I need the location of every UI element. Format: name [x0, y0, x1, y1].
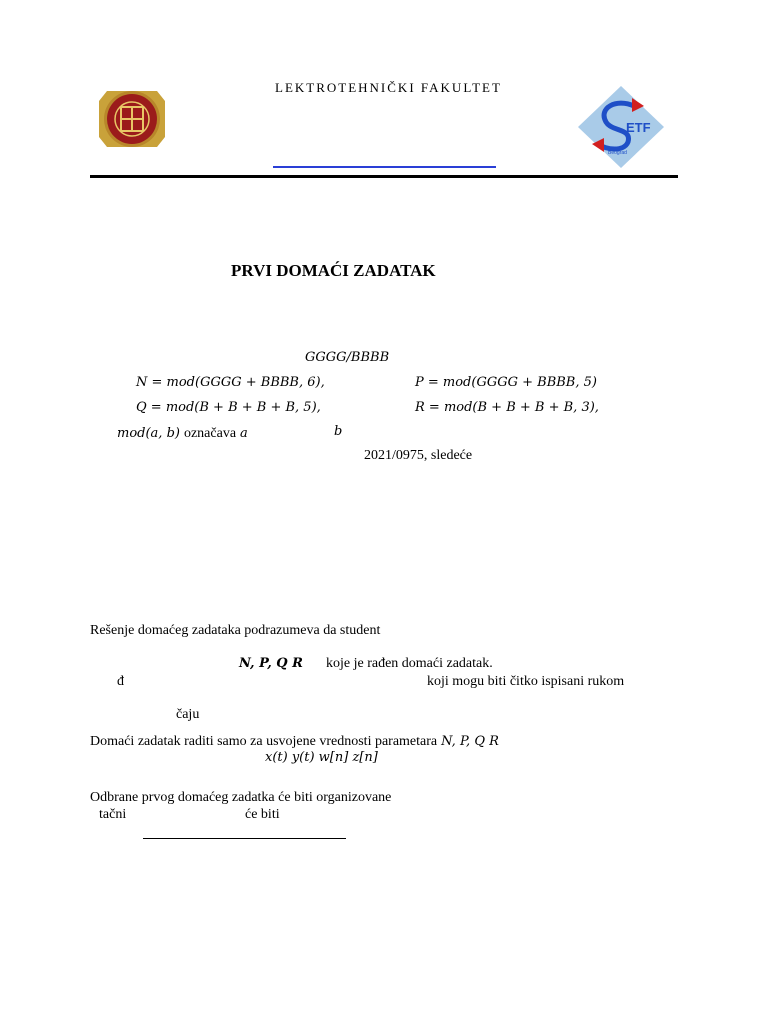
formula-r: R = mod(B + B + B + B, 3), — [415, 400, 599, 415]
index-example: 2021/0975, sledeće — [364, 448, 473, 463]
signals-list: x(t) y(t) w[n] z[n] — [265, 750, 378, 765]
body-tacni: tačni — [99, 807, 127, 822]
body-caju: čaju — [176, 707, 200, 722]
header-divider — [90, 175, 678, 178]
mod-definition-line — [117, 424, 248, 442]
etf-subtext: Beograd — [608, 150, 627, 156]
body-ce-biti: će biti — [245, 807, 280, 822]
mod-text: označava — [183, 426, 237, 441]
var-a: a — [240, 426, 248, 441]
formula-n: N = mod(GGGG + BBBB, 6), — [136, 375, 325, 390]
body-line-4 — [90, 732, 499, 750]
etf-text: ETF — [626, 120, 651, 135]
faculty-header: LEKTROTEHNIČKI FAKULTET — [275, 80, 502, 95]
body-line-1: Rešenje domaćeg zadataka podrazumeva da student — [90, 623, 381, 638]
formula-q: Q = mod(B + B + B + B, 5), — [136, 400, 321, 415]
body-line-5: Odbrane prvog domaćeg zadatka će biti organizovane — [90, 790, 392, 805]
page-title: PRVI DOMAĆI ZADATAK — [231, 261, 436, 280]
header-underline — [273, 166, 496, 168]
body-line-3: koji mogu biti čitko ispisani rukom — [427, 674, 625, 689]
body-line-4-params: N, P, Q R — [441, 734, 499, 749]
params-bold: N, P, Q R — [239, 656, 303, 671]
mod-function: mod(a, b) — [117, 426, 180, 441]
body-dj: đ — [117, 674, 124, 689]
index-pattern: GGGG/BBBB — [305, 350, 390, 365]
formula-p: P = mod(GGGG + BBBB, 5) — [415, 375, 597, 390]
underline-rule — [143, 838, 346, 839]
university-crest-logo — [93, 85, 171, 153]
etf-logo — [576, 84, 666, 170]
body-line-4-text: Domaći zadatak raditi samo za usvojene vrednosti parametara — [90, 734, 438, 749]
var-b: b — [334, 424, 343, 439]
body-line-2: koje je rađen domaći zadatak. — [326, 656, 493, 671]
